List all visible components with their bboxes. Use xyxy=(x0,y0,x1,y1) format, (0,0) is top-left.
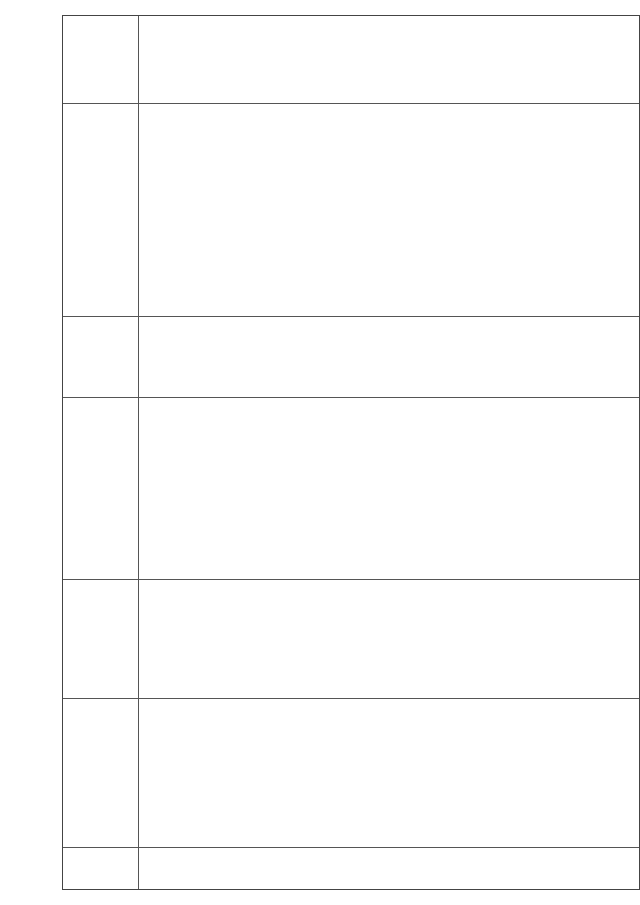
header-cost-norm xyxy=(63,16,138,103)
header-treatment-method xyxy=(63,103,138,316)
header-border-cost xyxy=(63,103,639,104)
page-number xyxy=(38,412,58,472)
column-border-codes xyxy=(63,698,639,699)
column-border-model xyxy=(63,579,639,580)
header-treatment-type xyxy=(63,316,138,397)
header-patient-model xyxy=(63,397,138,579)
column-border-type xyxy=(63,397,639,398)
column-border-method xyxy=(63,316,639,317)
vmp-table xyxy=(62,15,640,890)
header-vmp-name xyxy=(63,698,138,847)
header-column-border xyxy=(138,16,139,889)
header-group-no xyxy=(63,847,138,891)
header-icd-codes xyxy=(63,579,138,698)
column-border-name xyxy=(63,847,639,848)
